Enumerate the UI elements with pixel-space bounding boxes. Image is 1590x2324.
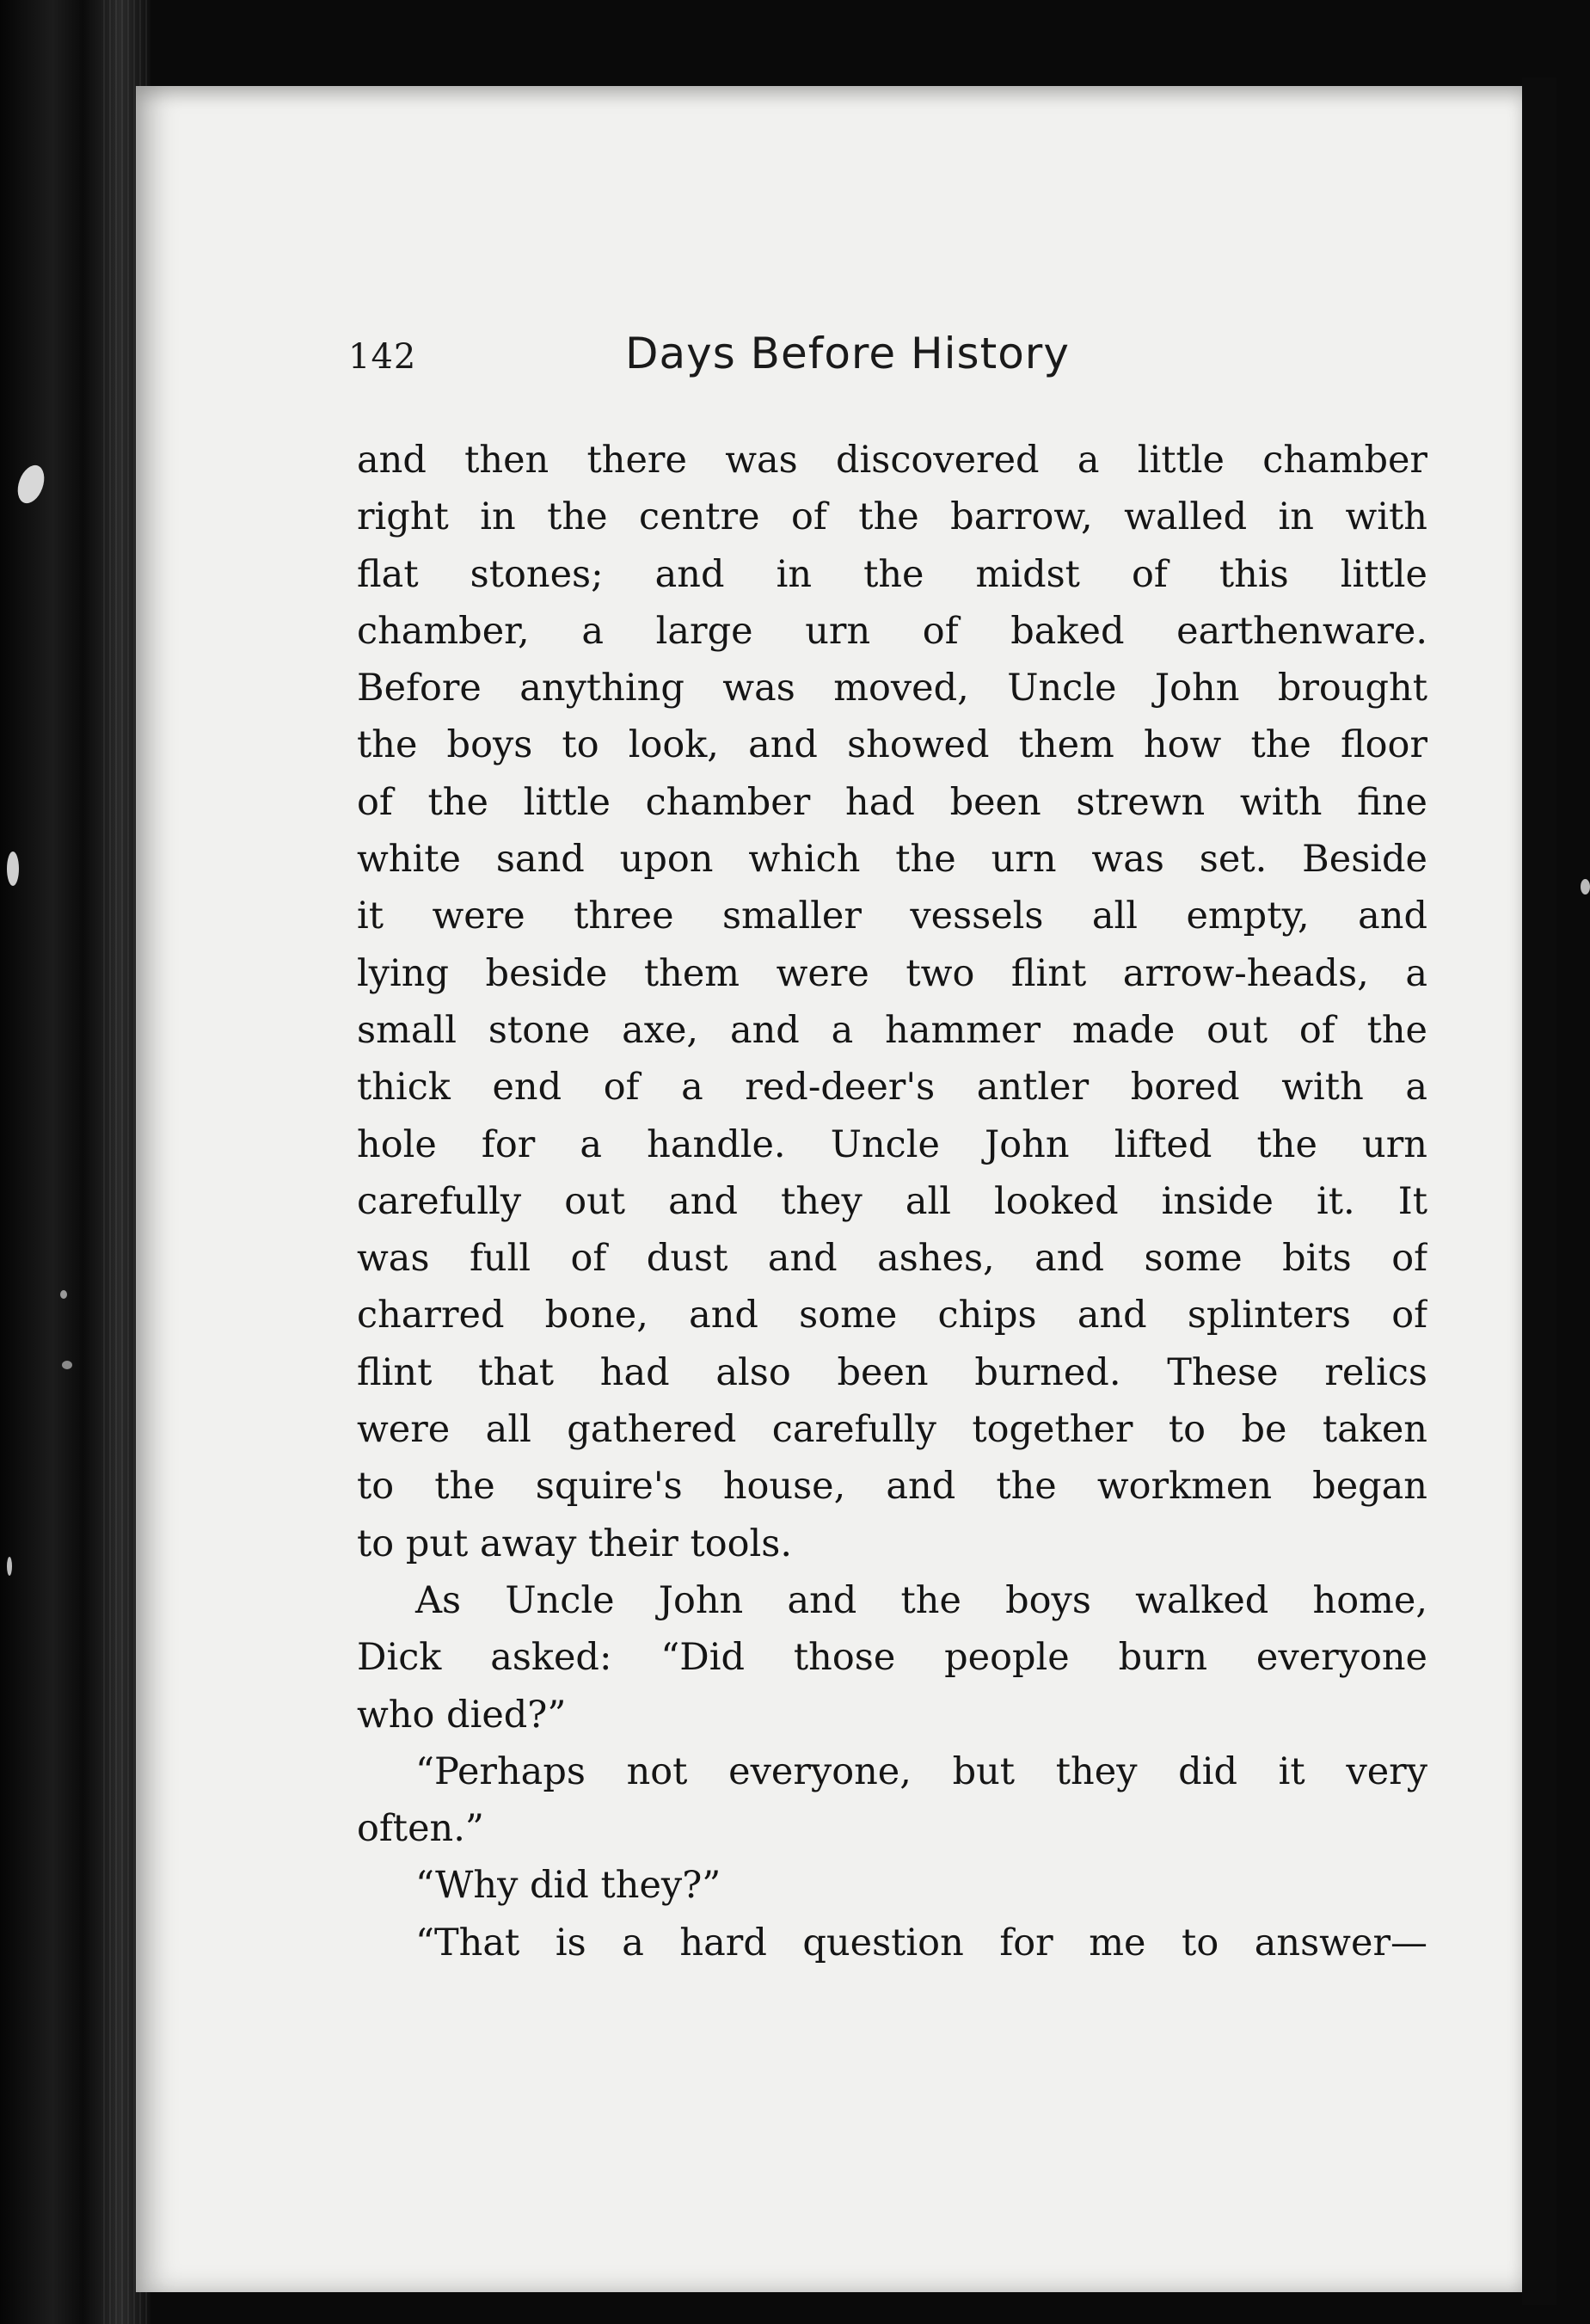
running-title: Days Before History <box>625 329 1070 378</box>
text-line: right in the centre of the barrow, walled in with <box>357 495 1427 539</box>
text-line: to the squire's house, and the workmen began <box>357 1465 1427 1509</box>
text-line: chamber, a large urn of baked earthenware. <box>357 609 1427 653</box>
text-line: and then there was discovered a little chamber <box>357 439 1427 482</box>
running-head <box>348 329 1148 397</box>
page-right-edge <box>1522 77 1556 2305</box>
film-speck <box>60 1290 67 1299</box>
text-line: white sand upon which the urn was set. Beside <box>357 838 1427 882</box>
text-line: thick end of a red-deer's antler bored with a <box>357 1066 1427 1110</box>
text-line: Dick asked: “Did those people burn everyone <box>357 1636 1427 1680</box>
text-line: lying beside them were two flint arrow-heads, a <box>357 951 1427 995</box>
text-line: hole for a handle. Uncle John lifted the urn <box>357 1122 1427 1166</box>
text-line: small stone axe, and a hammer made out of the <box>357 1008 1427 1052</box>
text-line: the boys to look, and showed them how the floor <box>357 723 1427 767</box>
text-line: it were three smaller vessels all empty, and <box>357 895 1427 938</box>
text-line: Before anything was moved, Uncle John brought <box>357 667 1427 710</box>
film-speck <box>7 852 19 886</box>
text-line: “Why did they?” <box>415 1864 721 1908</box>
text-line: to put away their tools. <box>357 1522 792 1565</box>
text-line: charred bone, and some chips and splinters of <box>357 1294 1427 1337</box>
film-speck <box>1581 879 1590 895</box>
text-line: As Uncle John and the boys walked home, <box>415 1578 1427 1622</box>
body-text <box>357 432 1427 1971</box>
text-line: flat stones; and in the midst of this little <box>357 552 1427 596</box>
text-line: “Perhaps not everyone, but they did it very <box>415 1749 1427 1793</box>
text-line: “That is a hard question for me to answer— <box>415 1921 1427 1964</box>
text-line: often.” <box>357 1807 484 1851</box>
text-line: of the little chamber had been strewn with fine <box>357 780 1427 824</box>
text-line: were all gathered carefully together to be taken <box>357 1408 1427 1452</box>
page-number: 142 <box>348 337 417 377</box>
text-line: who died?” <box>357 1693 567 1737</box>
text-line: was full of dust and ashes, and some bits of <box>357 1237 1427 1281</box>
text-line: carefully out and they all looked inside it. It <box>357 1179 1427 1223</box>
film-speck <box>62 1361 72 1369</box>
text-line: flint that had also been burned. These relics <box>357 1350 1427 1394</box>
film-speck <box>7 1557 12 1576</box>
